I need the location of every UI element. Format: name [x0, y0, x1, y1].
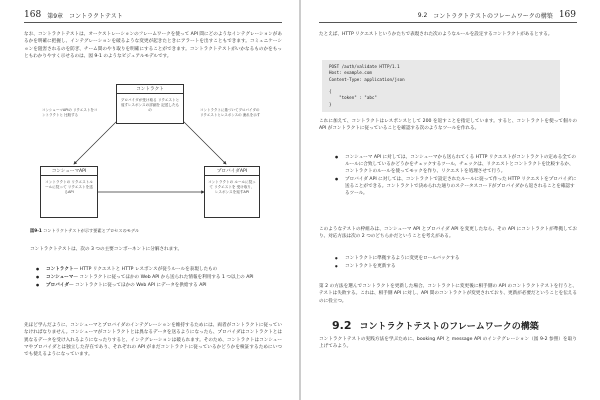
list-item: ● コントラクトを更新する — [335, 263, 577, 270]
list-item: ● コンシューマ API に対しては、コンシューマから送られてくる HTTP リクエストがコントラクトの定める全てのルールに合致しているかどうかをチェックするツール。チェックは、リクエストとコントラクトを比較するか、コントラクトのルールを使ってモックを作り、リクエストを処理させて行う。 — [335, 154, 577, 175]
left-page — [0, 0, 299, 400]
diagram-note-right: コントラクトに基づいてプロバイダの リクエストとレスポンスの 流れを示す — [200, 108, 261, 117]
right-paragraph-4: 第 2 の方法を選んでコントラクトを更新した場合、コントラクトに変更後に相手側の API のコントラクトテストを行うと、テストは失敗する。これは、相手側 API に対し、API 間のコントラクトが変更されており、更新が必要だということを伝えるのに役立つ。 — [319, 284, 577, 304]
right-paragraph-2: これに加えて、コントラクトはレスポンスとして 200 を返すことを指定しています。すると、コントラクトを使って個々の API がコントラクトに従っていることを確認する次のようなツールを作れる。 — [319, 119, 577, 132]
section-title: コントラクトテストのフレームワークの構築 — [359, 322, 539, 332]
left-running-header — [24, 9, 123, 21]
list-item: ● プロバイダ API に対しては、コントラクトで設定されたルールに従って作った HTTP リクエストをプロバイダに送ることができる。コントラクトで決められた通りのステータスコードがプロバイダから返されることを確認するツール。 — [335, 176, 577, 197]
tool-list — [335, 154, 577, 198]
provider-api-body: コントラクトの ルールに従って リクエストを 受け取り、 レスポンスを返すAPI — [208, 180, 256, 194]
left-paragraph-2: コントラクトテストは、次の 3 つの主要コンポーネントに分解されます。 — [30, 247, 183, 252]
right-running-header — [418, 9, 576, 21]
provider-api-title: プロバイダAPI — [205, 167, 259, 176]
contract-diagram — [34, 82, 266, 222]
list-item: ● コントラクトに準拠するように変更をロールバックする — [335, 255, 577, 262]
chapter-label: 第9章 — [47, 12, 64, 20]
option-list — [335, 255, 577, 271]
list-item: ● プロバイダ— コントラクトに従ってほかの Web API にデータを供給する API — [36, 282, 282, 289]
right-header-rule — [319, 22, 577, 23]
right-paragraph-3: このようなテストの枠組みは、コンシューマ API とプロバイダ API を変更したなら、その API にコントラクトが準拠しており、対応方法は次の 2 つのどちらかだということを考えがある。 — [319, 227, 577, 240]
component-list — [36, 266, 282, 290]
figure-caption — [30, 228, 139, 234]
left-paragraph-3: 先ほど学んだように、コンシューマとプロバイダのインテグレーションを維持するためには、両者がコントラクトに従っていなければなりません。コンシューマがコントラクトとは異なるデータを送るようになったら、プロバイダはコントラクトとは異なるデータを受け入れるようになったりすると、インテグレーションは破られます。そのため、コントラクトはコンシューマやプロバイダとは独立した存在であり、それぞれの API がまだコントラクトに従っているかどうかを検証するためにいつでも使えるようになっています。 — [24, 323, 282, 358]
section-number: 9.2 — [332, 319, 352, 332]
list-item: ● コンシューマ— コントラクトに従ってほかの Web API から送られた情報を利用する 1 つ以上の API — [36, 274, 282, 281]
right-paragraph-1: たとえば、HTTP リクエストというかたちで表現された次のようなルールを設定するコントラクトがあるとする。 — [319, 32, 553, 37]
right-running-title: コントラクトテストのフレームワークの構築 — [433, 12, 553, 20]
left-running-title: コントラクトテスト — [69, 12, 123, 20]
left-paragraph-1: なお、コントラクトテストは、オーケストレーションのフレームワークを使って API 間にどのようなインテグレーションがあるかを明確に把握し、インテグレーションを破るような変更が起きたときにアラートを出すこともできます。コミュニケーションを阻害されるのを防ぎ、チーム間のやり取りを明確にすることができます。コントラクトテストがいかなるものかをもっともわかりやすく示せるのは、図 9-1 のようなビジュアルモデルです。 — [24, 32, 282, 59]
section-heading — [332, 319, 539, 332]
contract-box — [116, 84, 184, 124]
right-page-number: 169 — [558, 10, 576, 20]
consumer-api-body: コントラクトの リクエストルールに従って リクエストを送るAPI — [45, 180, 93, 194]
left-page-number: 168 — [24, 10, 42, 20]
contract-box-title: コントラクト — [117, 85, 183, 94]
section-ref: 9.2 — [417, 11, 428, 19]
list-item: ● コントラクト— HTTP リクエストと HTTP レスポンスが従うルールを表現したもの — [36, 266, 282, 273]
right-paragraph-5: コントラクトテストの実践方法を学ぶために、booking API と message API のインテグレーション（図 9-2 参照）を取り上げてみよう。 — [319, 337, 577, 350]
figure-caption-text: コントラクトテストが示す要素とプロセスのモデル — [43, 228, 140, 233]
figure-caption-label: 図9-1 — [30, 228, 42, 233]
consumer-api-title: コンシューマAPI — [41, 167, 97, 176]
contract-box-body: プロバイダが受け取る リクエストと 返すレスポンスの詳細を 記述したもの — [120, 98, 180, 112]
consumer-api-box — [40, 166, 98, 218]
diagram-note-left: コンシューマAPIの リクエストをコントラクトと 比較する — [42, 108, 98, 117]
provider-api-box — [204, 166, 260, 218]
http-request-code-block: POST /auth/validate HTTP/1.1 Host: example.com Content-Type: application/json { "token" : "abc" } — [322, 60, 560, 112]
left-header-rule — [24, 22, 282, 23]
